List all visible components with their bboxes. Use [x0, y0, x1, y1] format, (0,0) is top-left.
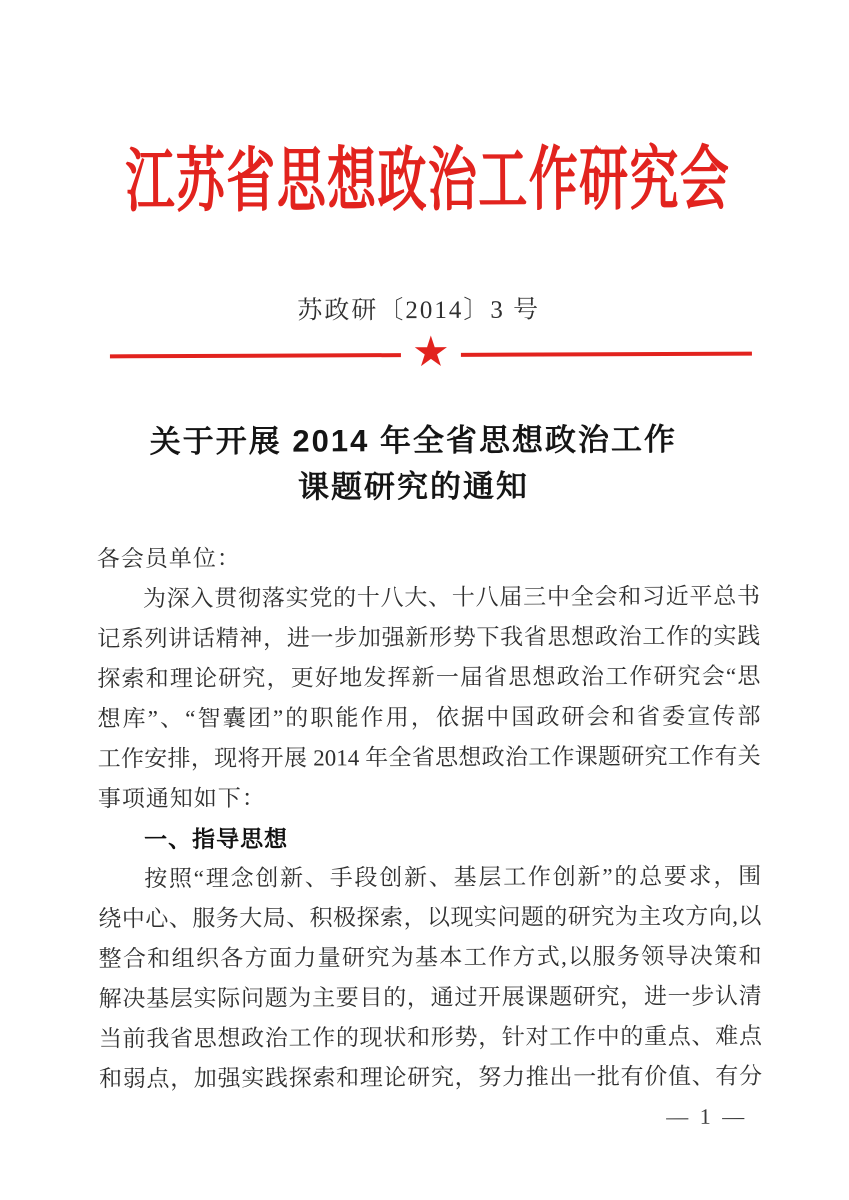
body-line: 探索和理论研究，更好地发挥新一届省思想政治工作研究会“思	[97, 663, 761, 692]
red-star-icon: ★	[411, 326, 450, 377]
body-line: 按照“理念创新、手段创新、基层工作创新”的总要求，围	[144, 863, 762, 892]
body-line: 工作安排，现将开展 2014 年全省思想政治工作课题研究工作有关	[97, 743, 761, 772]
body-line: 想库”、“智囊团”的职能作用，依据中国政研会和省委宣传部	[97, 703, 761, 732]
document-title	[0, 416, 828, 512]
document-title-line1: 关于开展 2014 年全省思想政治工作	[149, 421, 677, 460]
body-line: 事项通知如下：	[97, 785, 266, 812]
document-title-line2: 课题研究的通知	[297, 468, 530, 505]
body-line: 和弱点，加强实践探索和理论研究，努力推出一批有价值、有分	[99, 1063, 763, 1092]
red-divider-rule	[110, 326, 752, 377]
body-line: 绕中心、服务大局、积极探索，以现实问题的研究为主攻方向,以	[98, 903, 762, 932]
issuing-authority-title: 江苏省思想政治工作研究会	[125, 141, 731, 222]
divider-line-right	[461, 352, 752, 357]
salutation: 各会员单位：	[96, 545, 241, 572]
section-heading: 一、指导思想	[143, 825, 289, 853]
divider-line-left	[110, 353, 401, 358]
document-body	[97, 537, 762, 1100]
page-number: — 1 —	[666, 1103, 748, 1129]
document-number: 苏政研〔2014〕3 号	[297, 296, 541, 325]
body-line: 整合和组织各方面力量研究为基本工作方式,以服务领导决策和	[98, 943, 762, 972]
body-line: 解决基层实际问题为主要目的，通过开展课题研究，进一步认清	[98, 983, 762, 1012]
body-line: 为深入贯彻落实党的十八大、十八届三中全会和习近平总书	[142, 583, 761, 612]
body-line: 当前我省思想政治工作的现状和形势，针对工作中的重点、难点	[98, 1023, 762, 1052]
body-line: 记系列讲话精神，进一步加强新形势下我省思想政治工作的实践	[97, 623, 761, 652]
